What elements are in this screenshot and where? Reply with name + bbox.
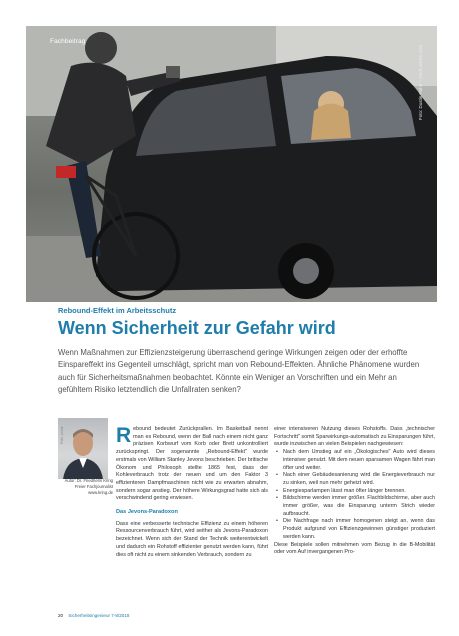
bullet-item: • Nach dem Umstieg auf ein „Ökologisches" Auto wird dieses intensiver genutzt. Mit dem neuen sparsamen Wagen fährt man öfter und weiter. bbox=[283, 449, 435, 472]
author-contact: Freier Fachjournalist bbox=[74, 484, 113, 490]
bullet-item: • Bildschirme werden immer größer. Flachbildschirme, aber auch immer größer, was die Einsparung unterm Strich wieder aufbraucht. bbox=[283, 495, 435, 518]
author-name: Autor: Dr. Friedhelm Kring bbox=[64, 478, 113, 483]
photo-credit: Foto: Dustin Hahn – stock.adobe.com bbox=[418, 44, 423, 120]
hero-illustration bbox=[26, 26, 437, 302]
author-web: www.kring.de bbox=[88, 490, 113, 496]
body-column-left bbox=[116, 426, 268, 559]
article-lead: Wenn Maßnahmen zur Effizienzsteigerung überraschend geringe Wirkungen zeigen oder der erhoffte Einspareffekt ins Gegenteil umschlägt, spricht man von Rebound-Effekten. Ähnliche Phänomene wurden auch für Sicherheitsmaßnahmen beobachtet. Könnte ein Weniger an Vorschriften und ein Mehr an gefühltem Risiko letztendlich die Unfallraten senken? bbox=[58, 348, 420, 395]
body-paragraph: einer intensiveren Nutzung dieses Rohstoffs. Dass „technischer Fortschritt" somit Sparwirkungs-automatisch zu Einsparungen führt, wurde inzwischen an vielen Beispielen nachgewiesen: bbox=[274, 426, 436, 448]
section-tag: Fachbeitrag bbox=[50, 38, 86, 45]
body-subhead: Das Jevons-Paradoxon bbox=[116, 509, 178, 516]
author-portrait bbox=[58, 418, 108, 479]
article-headline: Wenn Sicherheit zur Gefahr wird bbox=[58, 318, 336, 338]
cyclist-glove bbox=[166, 66, 180, 78]
car-hub bbox=[293, 258, 319, 284]
page-number: 20 bbox=[58, 613, 64, 618]
bullet-list bbox=[274, 449, 435, 541]
author-info bbox=[58, 478, 113, 497]
bullet-item: • Energiesparlampen lässt man öfter länger brennen. bbox=[283, 488, 435, 496]
author-photo-credit: Foto: privat bbox=[60, 426, 64, 444]
dropcap: R bbox=[116, 424, 132, 447]
article-kicker: Rebound-Effekt im Arbeitsschutz bbox=[58, 306, 177, 315]
body-paragraph: Dass eine verbesserte technische Effizienz zu einem höheren Ressourcenverbrauch führt, wird seither als Jevons-Paradoxon bezeichnet. Wenn sich der Stand der Technik weiterentwickelt und dadurch ein Rohstoff effizienter genutzt werden kann, führt dies oft nicht zu einem sinkenden Verbrauch, sondern zu bbox=[116, 520, 268, 558]
bullet-item: • Nach einer Gebäudesanierung wird die Energieverbrauch nur zu sinken, weil nun mehr geheizt wird. bbox=[283, 472, 435, 487]
cyclist-helmet bbox=[85, 32, 117, 64]
body-paragraph: Diese Beispiele sollen mitnehmen vom Bezug in die B-Mobilität oder vom Auf invergangenen Pro- bbox=[274, 541, 435, 556]
hero-photo bbox=[26, 26, 437, 302]
cyclist-red-glove bbox=[56, 166, 76, 178]
author-portrait-illustration bbox=[58, 418, 108, 479]
body-column-right bbox=[274, 426, 435, 557]
driver-hair bbox=[311, 104, 351, 141]
body-paragraph bbox=[116, 426, 268, 503]
page-footer bbox=[58, 613, 129, 618]
magazine-issue: Sicherheitsingenieur 7-8/2018 bbox=[68, 613, 130, 618]
body-intro-text: ebound bedeutet Zurückprallen. Im Basketball nennt man es Rebound, wenn der Ball nach einem nicht ganz präzisen Korbwurf vom Korb oder Brett unkontrolliert zurückspringt. Der sogenannte „Rebound-Effekt" wurde erstmals von William Stanley Jevons beschrieben. Der britische Ökonom und Philosoph stellte 1865 fest, dass der Kohleverbrauch trotz der neuen und um den Faktor 3 effizienteren Dampfmaschinen nicht wie zu erwarten abnahm, sondern sogar anstieg. Der höhere Wirkungsgrad hatte sich als verschwindend gering erwiesen. bbox=[116, 426, 268, 502]
bullet-item: • Die Nachfrage nach immer homogenen steigt an, wenn das Produkt aufgrund von Effizienzgewinnen günstiger produziert werden kann. bbox=[283, 518, 435, 541]
